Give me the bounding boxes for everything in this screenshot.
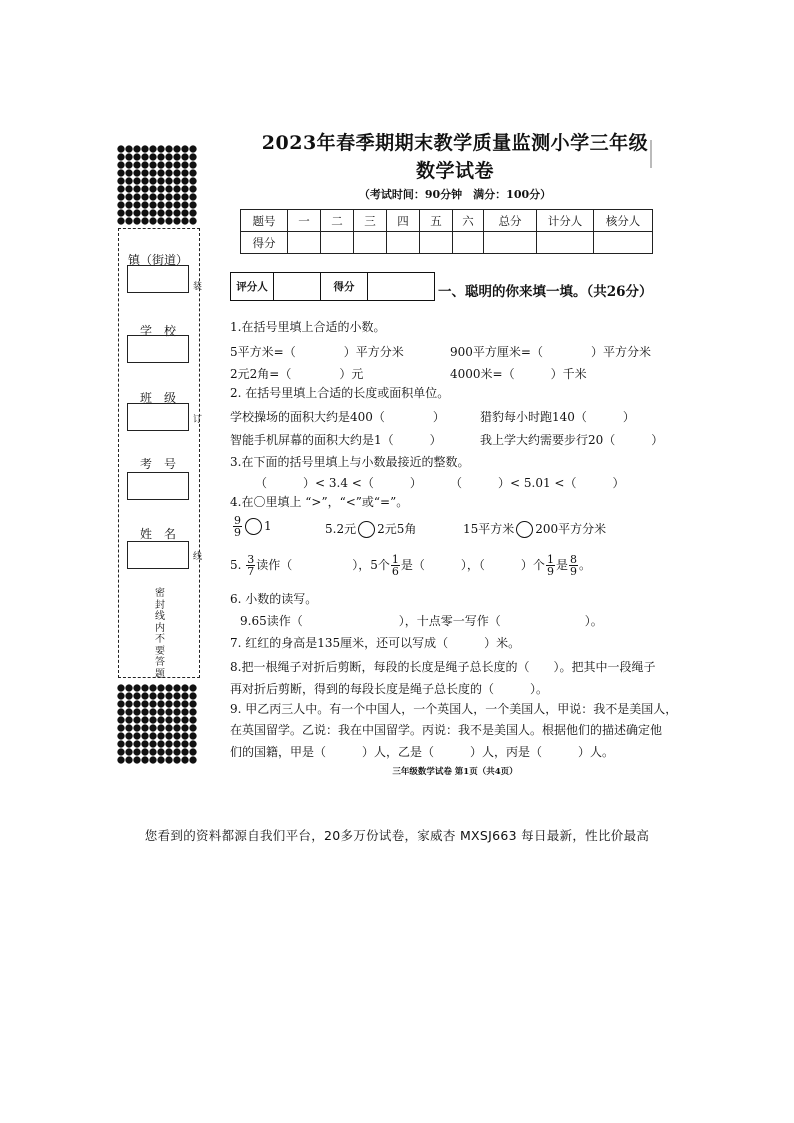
score-cell[interactable] xyxy=(484,232,537,254)
promo-banner: 您看到的资料都源自我们平台，20多万份试卷，家威杏 MXSJ663 每日最新，性比价最高 xyxy=(144,828,650,843)
q4c-item: 15平方米 200平方分米 xyxy=(463,522,607,536)
q2b-text: 猎豹每小时跑140（ ） xyxy=(480,410,635,424)
class-field[interactable] xyxy=(127,403,189,431)
exam-number-field[interactable] xyxy=(127,472,189,500)
score-header-cell: 三 xyxy=(354,210,387,232)
score-cell[interactable] xyxy=(594,232,653,254)
score-header-cell: 一 xyxy=(288,210,321,232)
q1d-text: 4000米=（ ）千米 xyxy=(450,367,587,381)
score-header-cell: 二 xyxy=(321,210,354,232)
score-cell[interactable] xyxy=(420,232,453,254)
exam-title: 2023年春季期期末教学质量监测小学三年级 xyxy=(261,132,649,154)
score-header-cell: 核分人 xyxy=(594,210,653,232)
score-header-cell: 四 xyxy=(387,210,420,232)
q3b-text: （ ）< 5.01 <（ ） xyxy=(450,476,625,490)
name-label: 姓 名 xyxy=(139,527,176,541)
exam-time-info: （考试时间：90分钟 满分：100分） xyxy=(358,188,552,201)
q5-fraction-2: $\frac{1}{6}$ xyxy=(391,553,399,578)
q4b-item: 5.2元 2元5角 xyxy=(325,522,417,536)
section1-grader-table xyxy=(230,272,435,301)
score-cell[interactable] xyxy=(453,232,484,254)
school-label: 学 校 xyxy=(139,324,176,338)
q1c-text: 2元2角=（ ）元 xyxy=(230,367,364,381)
score-header-cell: 题号 xyxy=(241,210,288,232)
town-field[interactable] xyxy=(127,265,189,293)
page-footer: 三年级数学试卷 第1页（共4页） xyxy=(392,767,518,777)
q5-fraction-1: $\frac{3}{7}$ xyxy=(247,553,255,578)
q4a-compare-circle[interactable] xyxy=(245,518,262,535)
q4b-compare-circle[interactable] xyxy=(358,521,375,538)
score-header-cell: 总分 xyxy=(484,210,537,232)
q7-text: 7. 红红的身高是135厘米，还可以写成（ ）米。 xyxy=(230,636,521,650)
exam-number-label: 考 号 xyxy=(139,457,176,471)
q5-item: 5. $\frac{3}{7}$ 读作（ ），5个 $\frac{1}{6}$ 是（ ），（ ）个 $\frac{1}{9}$ 是 $\frac{8}{9}$ 。 xyxy=(230,553,591,578)
q8b-text: 再对折后剪断，得到的每段长度是绳子总长度的（ ）。 xyxy=(230,682,549,696)
q2-text: 2. 在括号里填上合适的长度或面积单位。 xyxy=(230,386,450,400)
q3-text: 3.在下面的括号里填上与小数最接近的整数。 xyxy=(230,455,470,469)
q8a-text: 8.把一根绳子对折后剪断，每段的长度是绳子总长度的（ ）。把其中一段绳子 xyxy=(230,660,656,674)
score-table xyxy=(240,209,653,254)
bottom-dot-pattern xyxy=(117,684,197,764)
q2c-text: 智能手机屏幕的面积大约是1（ ） xyxy=(230,433,442,447)
q6-text: 6. 小数的读写。 xyxy=(230,592,318,606)
q5-fraction-4: $\frac{8}{9}$ xyxy=(569,553,577,578)
scan-mark xyxy=(650,140,652,168)
score-header-cell: 五 xyxy=(420,210,453,232)
top-dot-pattern xyxy=(117,145,197,225)
score-header-cell: 计分人 xyxy=(537,210,594,232)
q1-text: 1.在括号里填上合适的小数。 xyxy=(230,320,386,334)
q2a-text: 学校操场的面积大约是400（ ） xyxy=(230,410,445,424)
section-score-cell[interactable] xyxy=(368,273,435,301)
q6a-text: 9.65读作（ ），十点零一写作（ ）。 xyxy=(240,614,603,628)
score-header-cell: 六 xyxy=(453,210,484,232)
class-label: 班 级 xyxy=(139,391,176,405)
exam-subtitle: 数学试卷 xyxy=(415,160,494,182)
score-row-label: 得分 xyxy=(241,232,288,254)
q4a-fraction: $\frac{9}{9}$ xyxy=(234,514,241,539)
binding-mark-ding: 订 xyxy=(193,415,203,425)
score-table-score-row xyxy=(241,232,653,254)
q4-text: 4.在〇里填上 “>”，“<”或“=”。 xyxy=(230,495,409,509)
q9b-text: 在英国留学。乙说：我在中国留学。丙说：我不是美国人。根据他们的描述确定他 xyxy=(230,723,663,737)
q9c-text: 们的国籍，甲是（ ）人，乙是（ ）人，丙是（ ）人。 xyxy=(230,745,615,759)
town-label: 镇（街道） xyxy=(127,253,188,267)
q4a-item: $\frac{9}{9}$ 1 xyxy=(234,514,272,539)
q2d-text: 我上学大约需要步行20（ ） xyxy=(480,433,664,447)
section1-title: 一、聪明的你来填一填。（共26分） xyxy=(438,284,653,300)
seal-notice: 密封线内不要答题 xyxy=(155,588,165,680)
score-cell[interactable] xyxy=(321,232,354,254)
q1b-text: 900平方厘米=（ ）平方分米 xyxy=(450,345,651,359)
q1a-text: 5平方米=（ ）平方分米 xyxy=(230,345,404,359)
score-table-header-row xyxy=(241,210,653,232)
binding-mark-zhuang: 装 xyxy=(193,282,203,292)
school-field[interactable] xyxy=(127,335,189,363)
grader-label: 评分人 xyxy=(231,273,274,301)
q5-fraction-3: $\frac{1}{9}$ xyxy=(546,553,554,578)
score-cell[interactable] xyxy=(537,232,594,254)
binding-mark-xian: 线 xyxy=(193,552,203,562)
score-cell[interactable] xyxy=(354,232,387,254)
score-cell[interactable] xyxy=(387,232,420,254)
score-cell[interactable] xyxy=(288,232,321,254)
q3a-text: （ ）< 3.4 <（ ） xyxy=(255,476,422,490)
name-field[interactable] xyxy=(127,541,189,569)
q4c-compare-circle[interactable] xyxy=(516,521,533,538)
section-score-label: 得分 xyxy=(321,273,368,301)
q9a-text: 9. 甲乙丙三人中。有一个中国人，一个英国人，一个美国人，甲说：我不是美国人， xyxy=(230,702,678,716)
grader-cell[interactable] xyxy=(274,273,321,301)
